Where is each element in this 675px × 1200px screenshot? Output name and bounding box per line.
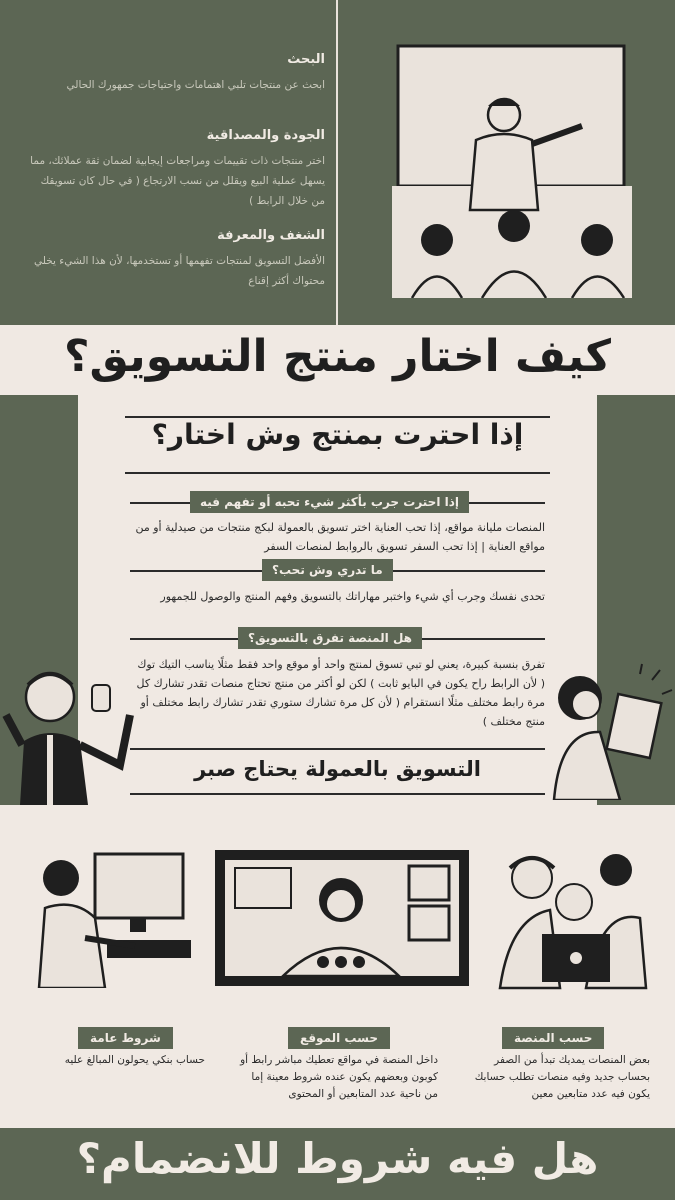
condition-title: شروط عامة [78, 1027, 173, 1049]
section-header: ما تدري وش تحب؟ [262, 559, 393, 581]
condition-title: حسب المنصة [502, 1027, 604, 1049]
tip-passion [25, 228, 325, 291]
tip-title: الجودة والمصداقية [206, 128, 325, 143]
condition-text: داخل المنصة في مواقع تعطيك مباشر رابط أو كوبون وبعضهم يكون عنده شروط معينة إما من ناحية عدد المتابعين أو المحتوى [240, 1054, 438, 1100]
bottom-band [0, 1128, 675, 1200]
condition-text: حساب بنكي يحولون المبالغ عليه [64, 1054, 205, 1066]
tip-research [25, 52, 325, 95]
section-header: إذا احترت جرب بأكثر شيء تحبه أو تفهم فيه [190, 491, 469, 513]
group-with-laptop-illustration [490, 848, 650, 993]
condition-title: حسب الموقع [288, 1027, 390, 1049]
condition-text: بعض المنصات يمديك تبدأ من الصفر بحساب جديد وفيه منصات تطلب حسابك يكون فيه عدد متابعين معين [474, 1054, 650, 1100]
tip-title: الشغف والمعرفة [217, 228, 325, 243]
computer-user-illustration [35, 848, 195, 988]
main-title: كيف اختار منتج التسويق؟ [63, 331, 611, 382]
thumbs-up-man-illustration [0, 655, 140, 805]
tip-text: ابحث عن منتجات تلبي اهتمامات واحتياجات جمهورك الحالي [66, 79, 325, 91]
tip-quality [25, 128, 325, 211]
divider [130, 748, 545, 750]
tip-title: البحث [287, 52, 325, 67]
section-text: تحدى نفسك وجرب أي شيء واختبر مهاراتك بالتسويق وفهم المنتج والوصول للجمهور [160, 590, 545, 603]
top-divider [336, 0, 338, 325]
section-header: هل المنصة تفرق بالتسويق؟ [238, 627, 422, 649]
patience-text: التسويق بالعمولة يحتاج صبر [194, 757, 481, 781]
tip-text: الأفضل التسويق لمنتجات تفهمها أو تستخدمها، لأن هذا الشيء يخلي محتواك أكثر إقناع [34, 255, 325, 287]
divider [125, 472, 550, 474]
section-text: المنصات مليانة مواقع، إذا تحب العناية اختر تسويق بالعمولة لبكج منتجات من صيدلية أو من مواقع العناية | إذا تحب السفر تسويق بالروابط لمنصات السفر [135, 521, 545, 553]
woman-with-box-illustration [540, 660, 675, 800]
tip-text: اختر منتجات ذات تقييمات ومراجعات إيجابية لضمان ثقة عملائك، مما يسهل عملية البيع ويقلل من نسب الارتجاع ( في حال كان تسويقك من خلال الرابط ) [30, 155, 325, 207]
bottom-title: هل فيه شروط للانضمام؟ [76, 1134, 599, 1183]
presenter-illustration [392, 40, 632, 298]
video-call-illustration [213, 848, 471, 988]
divider [130, 793, 545, 795]
main-title-band [0, 325, 675, 395]
section-text: تفرق بنسبة كبيرة، يعني لو تبي تسوق لمنتج واحد أو موقع واحد فقط مثلًا يناسب التيك توك ( لأن الرابط راح يكون في البايو ثابت ) لكن لو أكثر من منتج تحتاج منصات تقدر تشارك كل مرة رابط مختلف مثلًا انستقرام ( لأن كل مرة تشارك ستوري تقدر تشارك رابط مختلف أو منتج مختلف ) [136, 658, 545, 728]
sub-title: إذا احترت بمنتج وش اختار؟ [151, 418, 524, 451]
